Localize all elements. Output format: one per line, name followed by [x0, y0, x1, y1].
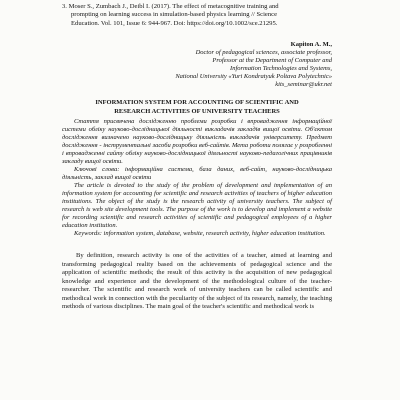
paper-title	[62, 99, 332, 116]
author-email: kits_seminar@ukr.net	[275, 81, 332, 89]
ukrainian-keywords: Ключові слова: інформаційна система, база даних, веб-сайт, науково-дослідницька діяльність, заклад вищої освіти	[62, 166, 332, 182]
author-name: Kapiton A. M.,	[290, 40, 332, 48]
body-section	[62, 252, 332, 312]
abstract-section	[62, 118, 332, 238]
title-line: INFORMATION SYSTEM FOR ACCOUNTING OF SCIENTIFIC AND	[95, 99, 299, 107]
english-keywords: Keywords: information system, database, website, research activity, higher education institution.	[74, 230, 326, 238]
reference-entry	[62, 3, 332, 28]
author-affiliation: National University «Yuri Kondratyuk Poltava Polytechnic»	[175, 73, 332, 81]
document-page	[62, 0, 332, 312]
author-block	[62, 41, 332, 90]
english-abstract: The article is devoted to the study of the problem of development and implementation of an information system for accounting for scientific and research activities of teachers of higher education institutions. The object of the study is the research activity of university teachers. The subject of research is web site development tools. The purpose of the work is to develop and implement a website for recording scientific and research activities of scientific and pedagogical employees of a higher education institution.	[62, 182, 332, 230]
author-affiliation: Information Technologies and Systems,	[230, 65, 332, 73]
ukrainian-abstract: Стаття присвячена дослідженню проблеми розробки і впровадження інформаційної системи обліку науково-дослідницької діяльності викладачів закладів вищої освіти. Об'єктом дослідження визначено науково-дослідницьку діяльність викладачів університету. Предмет дослідження - інструментальні засоби розробки веб-сайтів. Мета роботи полягає у розробленні і впровадженні сайту обліку науково-дослідницької діяльності науково-педагогічних працівників закладу вищої освіти.	[62, 118, 332, 166]
body-paragraph: By definition, research activity is one of the activities of a teacher, aimed at learning and transforming pedagogical reality based on the achievements of pedagogical science and the application of scientific methods; the result of this activity is the acquisition of new pedagogical knowledge and experience and the development of the methodological culture of the teacher-researcher. The scientific and research work of university teachers can be called scientific and methodical work in connection with the peculiarity of the subject of its research, namely, the teaching methods of various disciplines. The main goal of the teacher's scientific and methodical work is	[62, 252, 332, 311]
author-affiliation: Professor at the Department of Computer and	[212, 57, 332, 65]
reference-line: Education. Vol. 101, Issue 6: 944-967. Doi: https://doi.org/10.1002/sce.21295.	[71, 19, 278, 27]
reference-line: prompting on learning success in simulation-based physics learning // Science	[71, 11, 278, 19]
author-affiliation: Doctor of pedagogical sciences, associate professor,	[195, 48, 332, 56]
title-line: RESEARCH ACTIVITIES OF UNIVERSITY TEACHERS	[114, 107, 280, 115]
reference-line: 3. Moser S., Zumbach J., Deibl I. (2017). The effect of metacognitive training and	[62, 3, 279, 10]
